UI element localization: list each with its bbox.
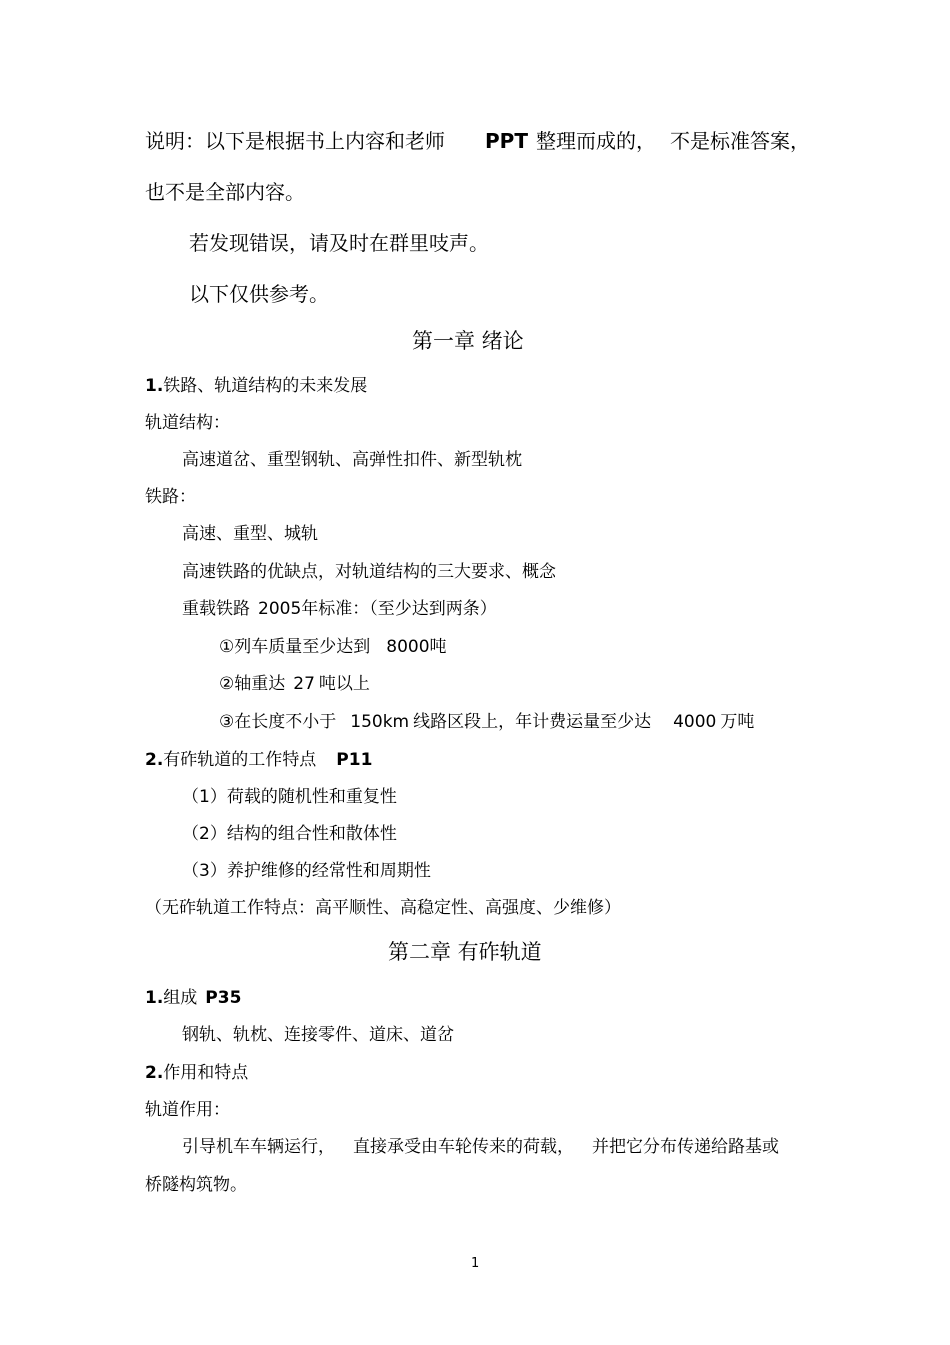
criterion-2-suffix: 吨以上 <box>318 674 370 694</box>
criterion-2 <box>219 676 370 693</box>
heavy-haul-year: 2005 <box>258 599 302 619</box>
railway-items: 高速、重型、城轨 <box>182 524 318 544</box>
heavy-haul-text-2: 年标准：（至少达到两条） <box>301 599 497 619</box>
track-function-text-3: 并把它分布传递给路基或 <box>592 1137 779 1157</box>
intro-line-4: 以下仅供参考。 <box>189 282 329 306</box>
intro-text-2: 整理而成的， <box>535 129 656 153</box>
ch1-item-2-title: 有砟轨道的工作特点 <box>163 750 317 770</box>
ch2-item-2 <box>145 1065 248 1082</box>
ppt-label: PPT <box>485 129 528 153</box>
criterion-3-prefix: ③在长度不小于 <box>219 712 337 732</box>
feature-2: （2）结构的组合性和散体性 <box>182 824 397 844</box>
intro-line-2: 也不是全部内容。 <box>145 180 305 204</box>
criterion-1-value: 8000 <box>386 637 430 657</box>
criterion-3 <box>219 714 754 731</box>
ch2-item-1-title: 组成 <box>163 988 198 1008</box>
railway-label: 铁路： <box>145 487 196 507</box>
track-function-label: 轨道作用： <box>145 1100 230 1120</box>
track-structure-label: 轨道结构： <box>145 413 230 433</box>
criterion-3-value-2: 4000 <box>673 712 717 732</box>
ch1-item-1 <box>145 378 367 395</box>
criterion-2-value: 27 <box>293 674 315 694</box>
ballastless-note: （无砟轨道工作特点：高平顺性、高稳定性、高强度、少维修） <box>145 898 621 918</box>
ch2-item-1 <box>145 990 241 1007</box>
ch2-item-1-page: P35 <box>205 988 242 1008</box>
ch1-item-1-num: 1. <box>145 376 164 396</box>
feature-3: （3）养护维修的经常性和周期性 <box>182 861 431 881</box>
chapter-2-title: 第二章 有砟轨道 <box>388 940 542 964</box>
intro-text-1: 说明：以下是根据书上内容和老师 <box>145 129 445 153</box>
criterion-1-prefix: ①列车质量至少达到 <box>219 637 371 657</box>
ch1-item-2-num: 2. <box>145 750 164 770</box>
intro-line-1 <box>145 131 810 151</box>
track-function-line-2: 桥隧构筑物。 <box>145 1175 247 1195</box>
criterion-1-suffix: 吨 <box>429 637 447 657</box>
heavy-haul-text-1: 重载铁路 <box>182 599 250 619</box>
criterion-2-prefix: ②轴重达 <box>219 674 286 694</box>
ch2-item-2-num: 2. <box>145 1063 164 1083</box>
ch1-item-2-page: P11 <box>336 750 373 770</box>
ch1-item-1-title: 铁路、轨道结构的未来发展 <box>163 376 368 396</box>
track-structure-items: 高速道岔、重型钢轨、高弹性扣件、新型轨枕 <box>182 450 522 470</box>
track-function-line-1 <box>182 1139 779 1156</box>
criterion-3-suffix: 线路区段上，年计费运量至少达 <box>413 712 652 732</box>
page-number: 1 <box>471 1256 480 1271</box>
heavy-haul-line <box>182 601 497 618</box>
criterion-3-suffix-2: 万吨 <box>720 712 755 732</box>
track-function-text-2: 直接承受由车轮传来的荷载， <box>353 1137 574 1157</box>
criterion-3-value: 150km <box>350 712 410 732</box>
chapter-1-title: 第一章 绪论 <box>412 329 524 353</box>
ch2-item-2-title: 作用和特点 <box>163 1063 249 1083</box>
intro-text-3: 不是标准答案， <box>669 129 810 153</box>
feature-1: （1）荷载的随机性和重复性 <box>182 787 397 807</box>
intro-line-3: 若发现错误，请及时在群里吱声。 <box>189 231 489 255</box>
track-function-text-1: 引导机车车辆运行， <box>182 1137 335 1157</box>
ch1-item-2 <box>145 752 372 769</box>
ch2-item-1-num: 1. <box>145 988 164 1008</box>
high-speed-note: 高速铁路的优缺点，对轨道结构的三大要求、概念 <box>182 562 556 582</box>
criterion-1 <box>219 639 447 656</box>
components-list: 钢轨、轨枕、连接零件、道床、道岔 <box>182 1025 454 1045</box>
